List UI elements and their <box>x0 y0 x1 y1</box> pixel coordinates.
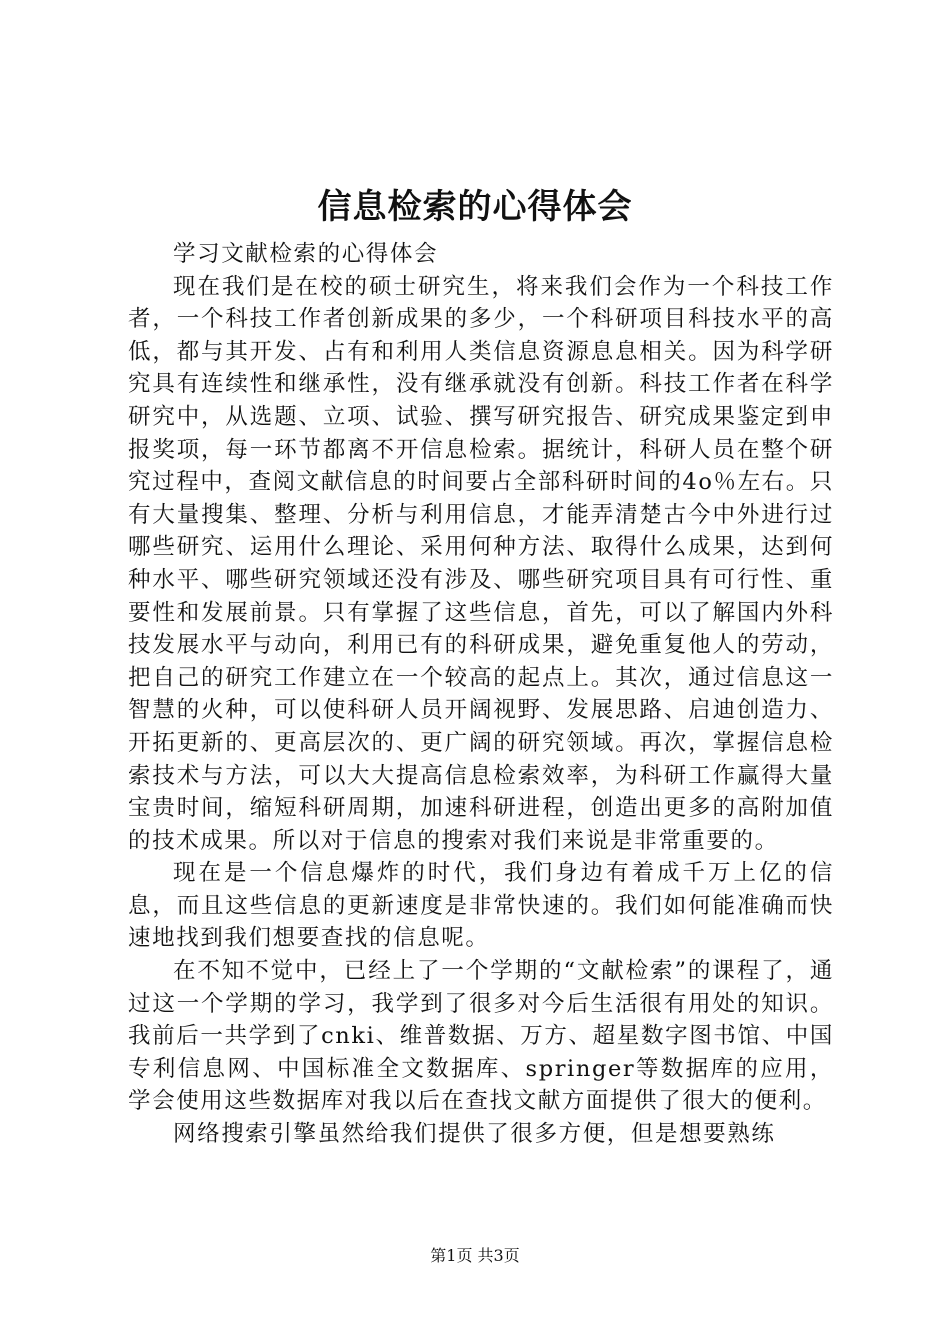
body-paragraph: 现在我们是在校的硕士研究生，将来我们会作为一个科技工作者，一个科技工作者创新成果的多少，一个科研项目科技水平的高低，都与其开发、占有和利用人类信息资源息息相关。因为科学研究具有连续性和继承性，没有继承就没有创新。科技工作者在科学研究中，从选题、立项、试验、撰写研究报告、研究成果鉴定到申报奖项，每一环节都离不开信息检索。据统计，科研人员在整个研究过程中，查阅文献信息的时间要占全部科研时间的4o％左右。只有大量搜集、整理、分析与利用信息，才能弄清楚古今中外进行过哪些研究、运用什么理论、采用何种方法、取得什么成果，达到何种水平、哪些研究领域还没有涉及、哪些研究项目具有可行性、重要性和发展前景。只有掌握了这些信息，首先，可以了解国内外科技发展水平与动向，利用已有的科研成果，避免重复他人的劳动，把自己的研究工作建立在一个较高的起点上。其次，通过信息这一智慧的火种，可以使科研人员开阔视野、发展思路、启迪创造力、开拓更新的、更高层次的、更广阔的研究领域。再次，掌握信息检索技术与方法，可以大大提高信息检索效率，为科研工作赢得大量宝贵时间，缩短科研周期，加速科研进程，创造出更多的高附加值的技术成果。所以对于信息的搜索对我们来说是非常重要的。 <box>128 273 834 854</box>
document-title: 信息检索的心得体会 <box>317 187 633 227</box>
body-paragraph: 现在是一个信息爆炸的时代，我们身边有着成千万上亿的信息，而且这些信息的更新速度是非常快速的。我们如何能准确而快速地找到我们想要查找的信息呢。 <box>128 860 834 952</box>
body-paragraph: 网络搜索引擎虽然给我们提供了很多方便，但是想要熟练 <box>173 1121 776 1148</box>
page-footer: 第1页 共3页 <box>430 1246 520 1265</box>
body-paragraph: 在不知不觉中，已经上了一个学期的“文献检索”的课程了，通过这一个学期的学习，我学到了很多对今后生活很有用处的知识。我前后一共学到了cnki、维普数据、万方、超星数字图书馆、中国专利信息网、中国标准全文数据库、springer等数据库的应用，学会使用这些数据库对我以后在查找文献方面提供了很大的便利。 <box>128 958 834 1115</box>
document-body <box>128 238 834 1151</box>
body-paragraph: 学习文献检索的心得体会 <box>173 241 439 267</box>
